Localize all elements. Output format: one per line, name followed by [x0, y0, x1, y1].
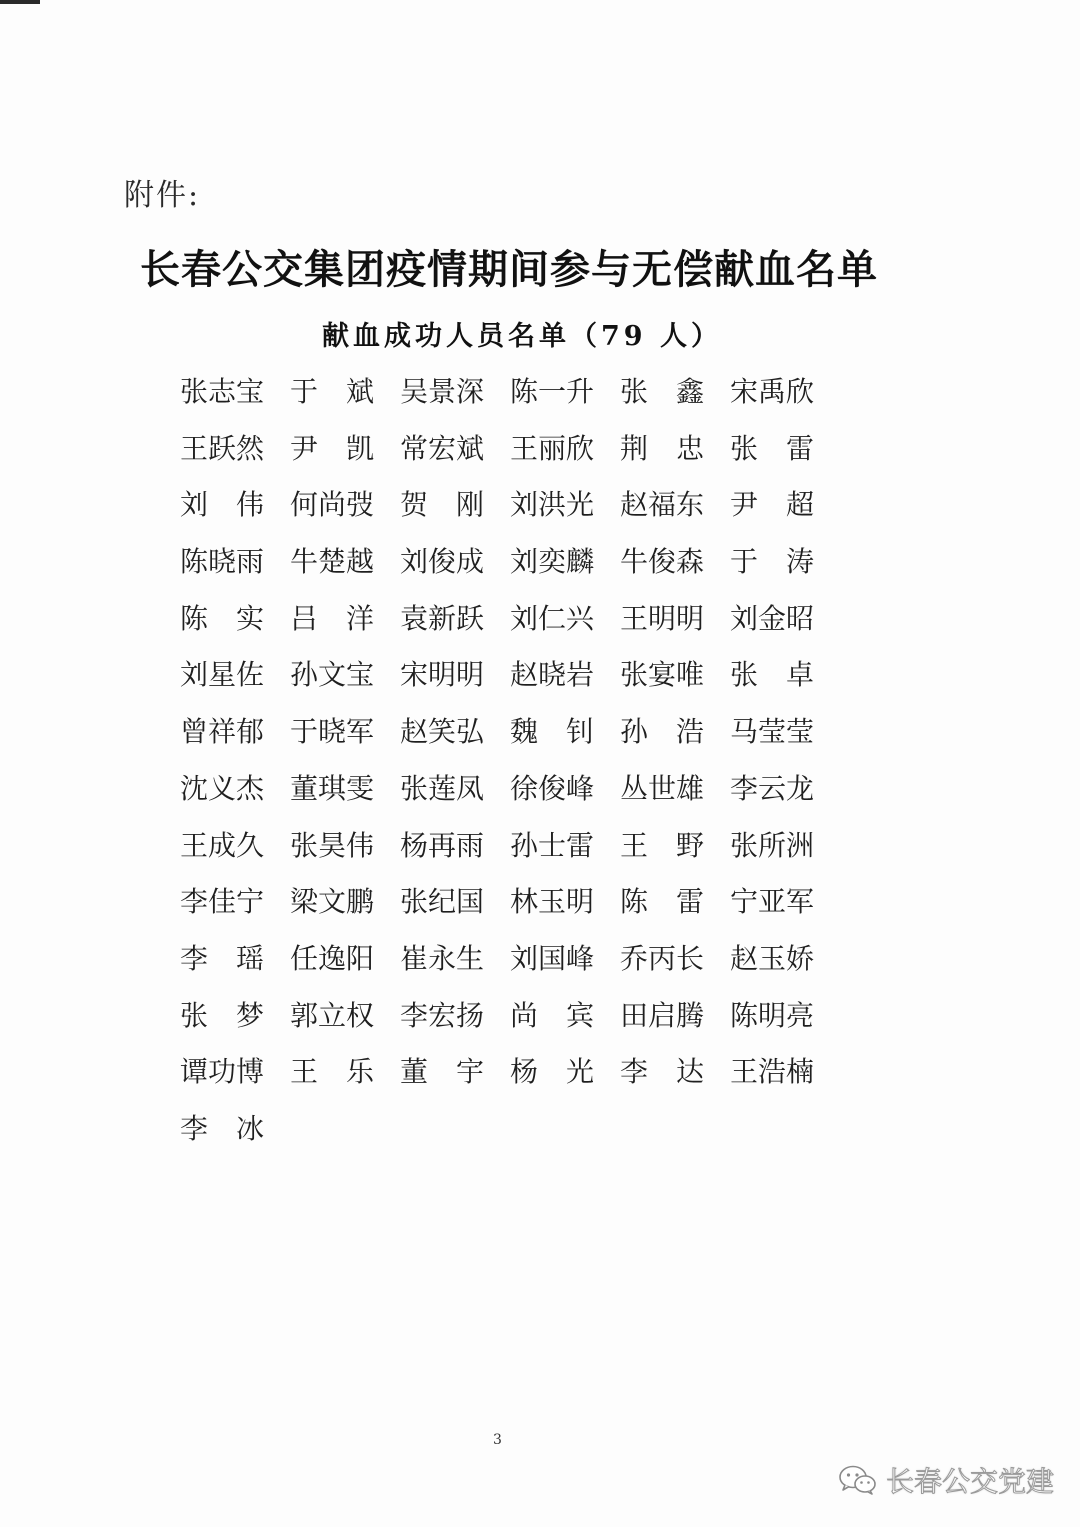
name-entry: 刘仁兴 — [510, 601, 595, 635]
name-entry: 曾祥郁 — [180, 715, 265, 749]
name-entry: 崔永生 — [400, 941, 485, 975]
name-entry: 陈明亮 — [730, 998, 815, 1032]
name-entry: 于 涛 — [730, 545, 815, 579]
name-entry: 刘金昭 — [730, 601, 815, 635]
name-entry: 张所洲 — [730, 828, 815, 862]
name-entry: 李 达 — [620, 1055, 705, 1089]
name-entry: 张昊伟 — [290, 828, 375, 862]
name-entry: 牛楚越 — [290, 545, 375, 579]
name-entry: 赵笑弘 — [400, 715, 485, 749]
name-entry: 谭功博 — [180, 1055, 265, 1089]
name-entry: 赵晓岩 — [510, 658, 595, 692]
name-entry: 张 梦 — [180, 998, 265, 1032]
name-entry: 张 鑫 — [620, 375, 705, 408]
name-entry: 刘洪光 — [510, 488, 595, 522]
name-entry: 尚 宾 — [510, 998, 595, 1032]
name-entry: 李 冰 — [180, 1111, 265, 1145]
wechat-icon — [838, 1464, 878, 1496]
name-entry: 孙文宝 — [290, 658, 375, 692]
name-entry: 刘国峰 — [510, 941, 595, 975]
name-entry: 董琪雯 — [290, 771, 375, 805]
name-entry: 刘星佐 — [180, 658, 265, 692]
name-entry: 何尚弢 — [290, 488, 375, 522]
name-entry: 赵玉娇 — [730, 941, 815, 975]
name-entry: 沈义杰 — [180, 771, 265, 805]
name-entry: 荆 忠 — [620, 431, 705, 465]
name-entry: 王成久 — [180, 828, 265, 862]
name-entry: 尹 凯 — [290, 431, 375, 465]
name-entry: 刘俊成 — [400, 545, 485, 579]
name-entry: 宋禹欣 — [730, 375, 815, 408]
page-number: 3 — [493, 1432, 502, 1448]
name-entry: 陈晓雨 — [180, 545, 265, 579]
document-title: 长春公交集团疫情期间参与无偿献血名单 — [140, 246, 878, 293]
name-entry: 徐俊峰 — [510, 771, 595, 805]
document-subtitle: 献血成功人员名单（79 人） — [322, 321, 722, 352]
name-entry: 田启腾 — [620, 998, 705, 1032]
name-entry: 常宏斌 — [400, 431, 485, 465]
name-entry: 宁亚军 — [730, 885, 815, 919]
name-entry: 于 斌 — [290, 375, 375, 408]
name-entry: 李 瑶 — [180, 941, 265, 975]
name-entry: 李宏扬 — [400, 998, 485, 1032]
name-entry: 孙士雷 — [510, 828, 595, 862]
name-entry: 孙 浩 — [620, 715, 705, 749]
scan-edge — [0, 0, 40, 4]
attachment-label: 附件: — [124, 178, 201, 213]
name-entry: 于晓军 — [290, 715, 375, 749]
name-entry: 杨再雨 — [400, 828, 485, 862]
name-entry: 吴景深 — [400, 375, 485, 408]
name-entry: 王明明 — [620, 601, 705, 635]
name-entry: 张 卓 — [730, 658, 815, 692]
name-entry: 郭立权 — [290, 998, 375, 1032]
name-entry: 魏 钊 — [510, 715, 595, 749]
name-entry: 张宴唯 — [620, 658, 705, 692]
name-entry: 陈一升 — [510, 375, 595, 408]
name-entry: 陈 实 — [180, 601, 265, 635]
name-entry: 袁新跃 — [400, 601, 485, 635]
name-entry: 王 乐 — [290, 1055, 375, 1089]
name-entry: 张志宝 — [180, 375, 265, 408]
name-entry: 杨 光 — [510, 1055, 595, 1089]
name-entry: 刘奕麟 — [510, 545, 595, 579]
watermark — [838, 1460, 1054, 1500]
name-entry: 赵福东 — [620, 488, 705, 522]
name-list — [180, 370, 840, 1164]
name-entry: 刘 伟 — [180, 488, 265, 522]
name-entry: 李佳宁 — [180, 885, 265, 919]
name-entry: 贺 刚 — [400, 488, 485, 522]
watermark-text: 长春公交党建 — [886, 1465, 1055, 1498]
name-entry: 王浩楠 — [730, 1055, 815, 1089]
name-entry: 王 野 — [620, 828, 705, 862]
name-entry: 吕 洋 — [290, 601, 375, 635]
name-entry: 董 宇 — [400, 1055, 485, 1089]
name-entry: 张纪国 — [400, 885, 485, 919]
name-entry: 牛俊森 — [620, 545, 705, 579]
name-entry: 张 雷 — [730, 431, 815, 465]
name-entry: 李云龙 — [730, 771, 815, 805]
name-entry: 林玉明 — [510, 885, 595, 919]
name-entry: 马莹莹 — [730, 715, 815, 749]
name-entry: 梁文鹏 — [290, 885, 375, 919]
name-entry: 尹 超 — [730, 488, 815, 522]
name-entry: 王跃然 — [180, 431, 265, 465]
name-entry: 乔丙长 — [620, 941, 705, 975]
name-entry: 王丽欣 — [510, 431, 595, 465]
name-entry: 陈 雷 — [620, 885, 705, 919]
name-entry: 张莲凤 — [400, 771, 485, 805]
name-entry: 宋明明 — [400, 658, 485, 692]
name-entry: 丛世雄 — [620, 771, 705, 805]
name-entry: 任逸阳 — [290, 941, 375, 975]
